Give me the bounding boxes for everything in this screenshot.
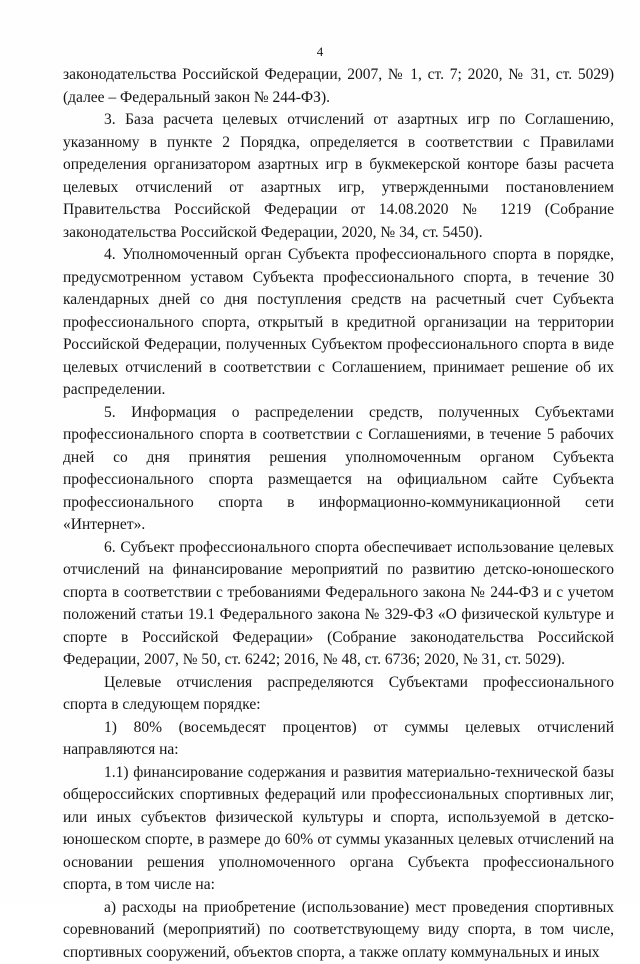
paragraph-item-4: 4. Уполномоченный орган Субъекта профессионального спорта в порядке, предусмотренном уставом Субъекта профессионального спорта, в течение 30 календарных дней со дня поступления средств на расчетный счет Субъекта профессионального спорта, открытый в кредитной организации на территории Российской Федерации, полученных Субъектом профессионального спорта в виде целевых отчислений в соответствии с Соглашением, принимает решение об их распределении.: [63, 244, 614, 402]
paragraph-item-6: 6. Субъект профессионального спорта обеспечивает использование целевых отчислений на финансирование мероприятий по развитию детско-юношеского спорта в соответствии с требованиями Федерального закона № 244-ФЗ и с учетом положений статьи 19.1 Федерального закона № 329-ФЗ «О физической культуре и спорте в Российской Федерации» (Собрание законодательства Российской Федерации, 2007, № 50, ст. 6242; 2016, № 48, ст. 6736; 2020, № 31, ст. 5029).: [63, 537, 614, 672]
paragraph-distribution-intro: Целевые отчисления распределяются Субъектами профессионального спорта в следующем порядке:: [63, 672, 614, 717]
page-number: 4: [0, 44, 640, 60]
paragraph-subitem-a: а) расходы на приобретение (использование) мест проведения спортивных соревнований (мероприятий) по соответствующему виду спорта, в том числе, спортивных сооружений, объектов спорта, а также оплату коммунальных и иных: [63, 897, 614, 964]
paragraph-subitem-1-1: 1.1) финансирование содержания и развития материально-технической базы общероссийских спортивных федераций или профессиональных спортивных лиг, или иных субъектов физической культуры и спорта, используемой в детско-юношеском спорте, в размере до 60% от суммы указанных целевых отчислений на основании решения уполномоченного органа Субъекта профессионального спорта, в том числе на:: [63, 762, 614, 897]
paragraph-item-5: 5. Информация о распределении средств, полученных Субъектами профессионального спорта в соответствии с Соглашениями, в течение 5 рабочих дней со дня принятия решения уполномоченным органом Субъекта профессионального спорта размещается на официальном сайте Субъекта профессионального спорта в информационно-коммуникационной сети «Интернет».: [63, 402, 614, 537]
paragraph-continuation: законодательства Российской Федерации, 2007, № 1, ст. 7; 2020, № 31, ст. 5029) (далее – Федеральный закон № 244-ФЗ).: [63, 64, 614, 109]
paragraph-item-3: 3. База расчета целевых отчислений от азартных игр по Соглашению, указанному в пункте 2 Порядка, определяется в соответствии с Правилами определения организатором азартных игр в букмекерской конторе базы расчета целевых отчислений от азартных игр, утвержденными постановлением Правительства Российской Федерации от 14.08.2020 № 1219 (Собрание законодательства Российской Федерации, 2020, № 34, ст. 5450).: [63, 109, 614, 244]
document-body: [63, 64, 614, 964]
paragraph-subitem-1: 1) 80% (восемьдесят процентов) от суммы целевых отчислений направляются на:: [63, 717, 614, 762]
